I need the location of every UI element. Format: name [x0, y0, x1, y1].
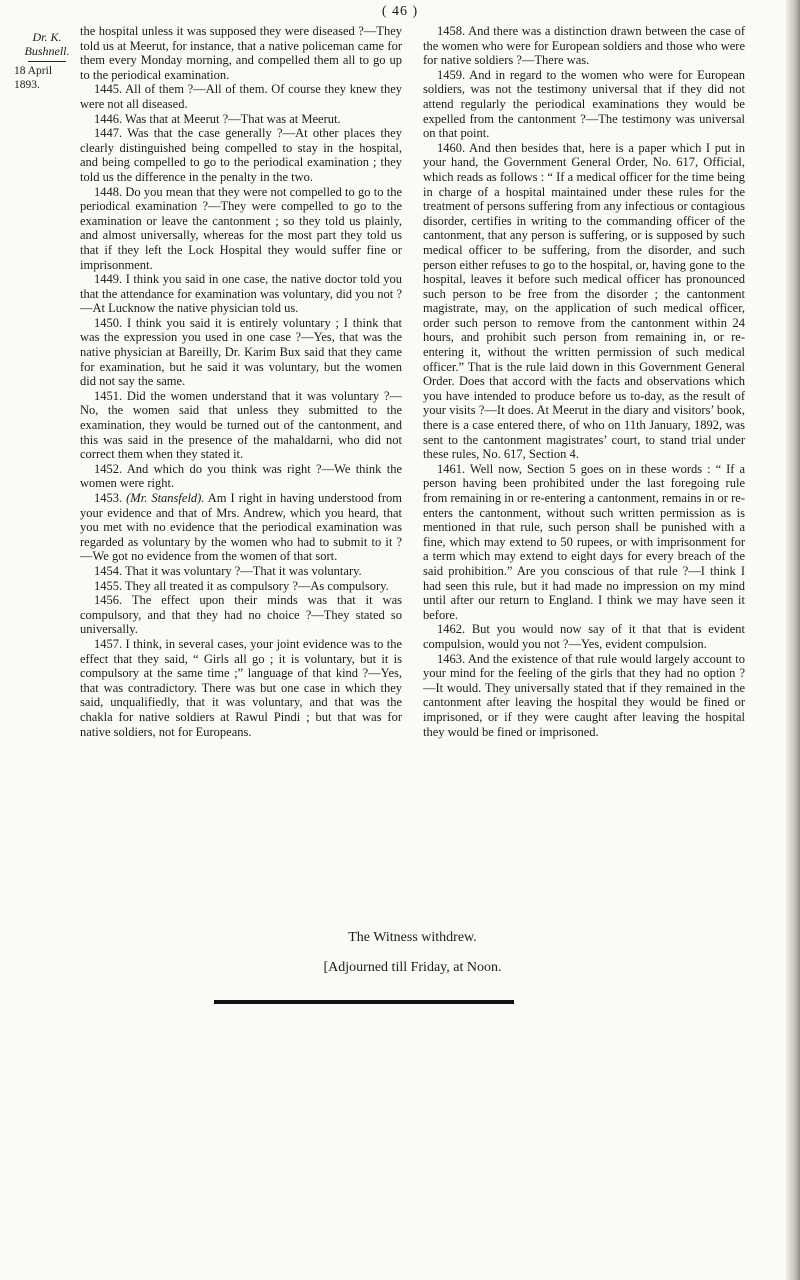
bottom-rule	[214, 1000, 514, 1004]
question-number: 1462.	[437, 622, 466, 637]
question-number: 1460.	[437, 140, 466, 155]
question-number: 1448.	[94, 184, 123, 199]
question-paragraph	[80, 272, 402, 316]
question-text: Was that at Meerut ?—That was at Meerut.	[125, 111, 341, 126]
question-paragraph	[423, 652, 745, 740]
question-paragraph	[80, 593, 402, 637]
question-text: And the existence of that rule would largely account to your mind for the feeling of the girls that they had no option ?—It would. They universally stated that if they remained in the cantonment after leaving the hospital they would be fined or imprisoned, or if they were caught after leaving the hospital they would be fined or imprisoned.	[423, 651, 745, 739]
question-text: Do you mean that they were not compelled to go to the periodical examination ?—They were compelled to go to the examination or leave the cantonment ; so they told us plainly, and almost universally, whereas for the most part they told us that if they left the Lock Hospital they would suffer fine or imprisonment.	[80, 184, 402, 272]
question-text: the hospital unless it was supposed they were diseased ?—They told us at Meerut, for instance, that a native policeman came for them every Monday morning, and compelled them all to go up to the periodical examination.	[80, 24, 402, 82]
page-edge	[786, 0, 800, 1280]
question-text: Well now, Section 5 goes on in these words : “ If a person having been prohibited under the last foregoing rule from remaining in or re-entering a cantonment, remains in or re-enters the cantonment, without such written permission as is mentioned in that rule, such person shall be punished with a fine, which may extend to 50 rupees, or with imprisonment for a term which may extend to eight days for every breach of the said prohibition.” Are you conscious of that rule ?—I think I had seen this rule, but it had made no impression on my mind until after our return to England. I think we may have seen it before.	[423, 461, 745, 622]
question-text: And in regard to the women who were for European soldiers, was not the testimony universal that if they did not attend regularly the periodical examinations they would be expelled from the cantonment ?—The testimony was universal on that point.	[423, 67, 745, 141]
question-text: And there was a distinction drawn between the case of the women who were for European soldiers and those who were for native soldiers ?—There was.	[423, 24, 745, 68]
question-number: 1450.	[94, 315, 123, 330]
margin-divider	[28, 61, 66, 62]
question-text: Was that the case generally ?—At other places they clearly distinguished being compelled to stay in the hospital, and being compelled to go to the periodical examination ; they told us the difference in the penalty in the two.	[80, 126, 402, 184]
question-number: 1447.	[94, 126, 123, 141]
question-paragraph	[423, 68, 745, 141]
question-number: 1458.	[437, 24, 466, 38]
question-text: I think, in several cases, your joint evidence was to the effect that they said, “ Girls all go ; it is voluntary, but it is compulsory at the same time ;” language of that kind ?—Yes, that was contradictory. There was but one case in which they said, unqualifiedly, that it was voluntary, and that was the chakla for native soldiers at Rawul Pindi ; but that was for native soldiers, not for Europeans.	[80, 636, 403, 739]
question-text: Am I right in having understood from your evidence and that of Mrs. Andrew, which you heard, that you met with no evidence that the periodical examination was regarded as voluntary by the women who had to submit to it ?—We got no evidence from the women of that sort.	[80, 491, 402, 564]
question-number: 1463.	[437, 651, 466, 666]
question-paragraph	[80, 389, 402, 462]
question-text: That it was voluntary ?—That it was voluntary.	[125, 563, 362, 578]
speaker: (Mr. Stansfeld).	[126, 491, 205, 505]
witness-name: Dr. K. Bushnell.	[24, 30, 70, 58]
question-paragraph	[423, 141, 745, 462]
question-number: 1452.	[94, 461, 123, 476]
question-paragraph	[80, 564, 402, 579]
question-text: I think you said it is entirely voluntary ; I think that was the expression you used in one case ?—Yes, that was the native physician at Bareilly, Dr. Karim Bux said that they came for examination, but he said it was voluntary, but the women did not say the same.	[80, 315, 403, 389]
right-column	[423, 24, 745, 739]
question-number: 1445.	[94, 82, 123, 97]
question-number: 1457.	[94, 636, 123, 651]
question-paragraph	[80, 579, 402, 594]
question-paragraph	[80, 185, 402, 273]
question-paragraph	[80, 112, 402, 127]
question-text: Did the women understand that it was voluntary ?—No, the women said that unless they submitted to the examination, they would be turned out of the cantonment, and this was said in the presence of the mahaldarni, who did not correct them when they stated it.	[80, 388, 403, 462]
adjournment-note: [Adjourned till Friday, at Noon.	[323, 960, 502, 975]
page-number: ( 46 )	[381, 4, 419, 19]
question-text: And which do you think was right ?—We think the women were right.	[80, 461, 402, 491]
question-number: 1451.	[94, 388, 123, 403]
question-paragraph	[80, 126, 402, 184]
question-number: 1446.	[94, 111, 123, 126]
question-paragraph	[80, 24, 402, 82]
question-text: They all treated it as compulsory ?—As compulsory.	[125, 578, 389, 593]
question-number: 1456.	[94, 593, 123, 608]
question-number: 1453.	[94, 491, 123, 505]
question-paragraph	[423, 24, 745, 68]
question-number: 1454.	[94, 563, 123, 578]
question-paragraph	[423, 622, 745, 651]
question-paragraph	[80, 637, 402, 739]
question-paragraph	[423, 462, 745, 623]
left-column	[80, 24, 402, 739]
question-number: 1459.	[437, 67, 466, 82]
question-number: 1449.	[94, 272, 123, 287]
question-text: I think you said in one case, the native doctor told you that the attendance for examination was voluntary, did you not ?—At Lucknow the native physician told us.	[80, 272, 403, 316]
question-number: 1461.	[437, 461, 466, 476]
question-paragraph	[80, 316, 402, 389]
hearing-date: 18 April 1893.	[14, 65, 53, 91]
question-number: 1455.	[94, 578, 123, 593]
question-paragraph	[80, 491, 402, 564]
question-paragraph	[80, 82, 402, 111]
question-text: All of them ?—All of them. Of course they knew they were not all diseased.	[80, 82, 402, 111]
margin-note	[14, 30, 80, 92]
witness-withdrew: The Witness withdrew.	[348, 930, 477, 945]
question-paragraph	[80, 462, 402, 491]
question-text: And then besides that, here is a paper which I put in your hand, the Government General Order, No. 617, Official, which reads as follows : “ If a medical officer for the time being in charge of a hospital maintained under these rules for the treatment of persons suffering from any infectious or contagious disorder, certifies in writing to the commanding officer of the cantonment, that any person is suffering, or is supposed by such medical officer to be suffering, from the disorder, and such person either refuses to go to the hospital, or, having gone to the hospital, leaves it before such medical officer has pronounced such person to be free from the disorder ; the cantonment magistrate, may, on the application of such medical officer, order such person to remove from the cantonment within 24 hours, and prohibit such person from remaining in, or re-entering it, without the written permission of such medical officer.” That is the rule laid down in this Government General Order. Does that accord with the facts and observations which you have intended to produce before us to-day, as the result of your visits ?—It does. At Meerut in the diary and visitors’ book, there is a case entered there, of who on 11th January, 1892, was sent to the cantonment magistrates’ court, to stand trial under these rules, No. 617, Section 4.	[423, 140, 745, 462]
question-text: But you would now say of it that that is evident compulsion, would you not ?—Yes, evident compulsion.	[423, 622, 745, 651]
question-text: The effect upon their minds was that it was compulsory, and that they had no choice ?—They stated so universally.	[80, 593, 403, 637]
